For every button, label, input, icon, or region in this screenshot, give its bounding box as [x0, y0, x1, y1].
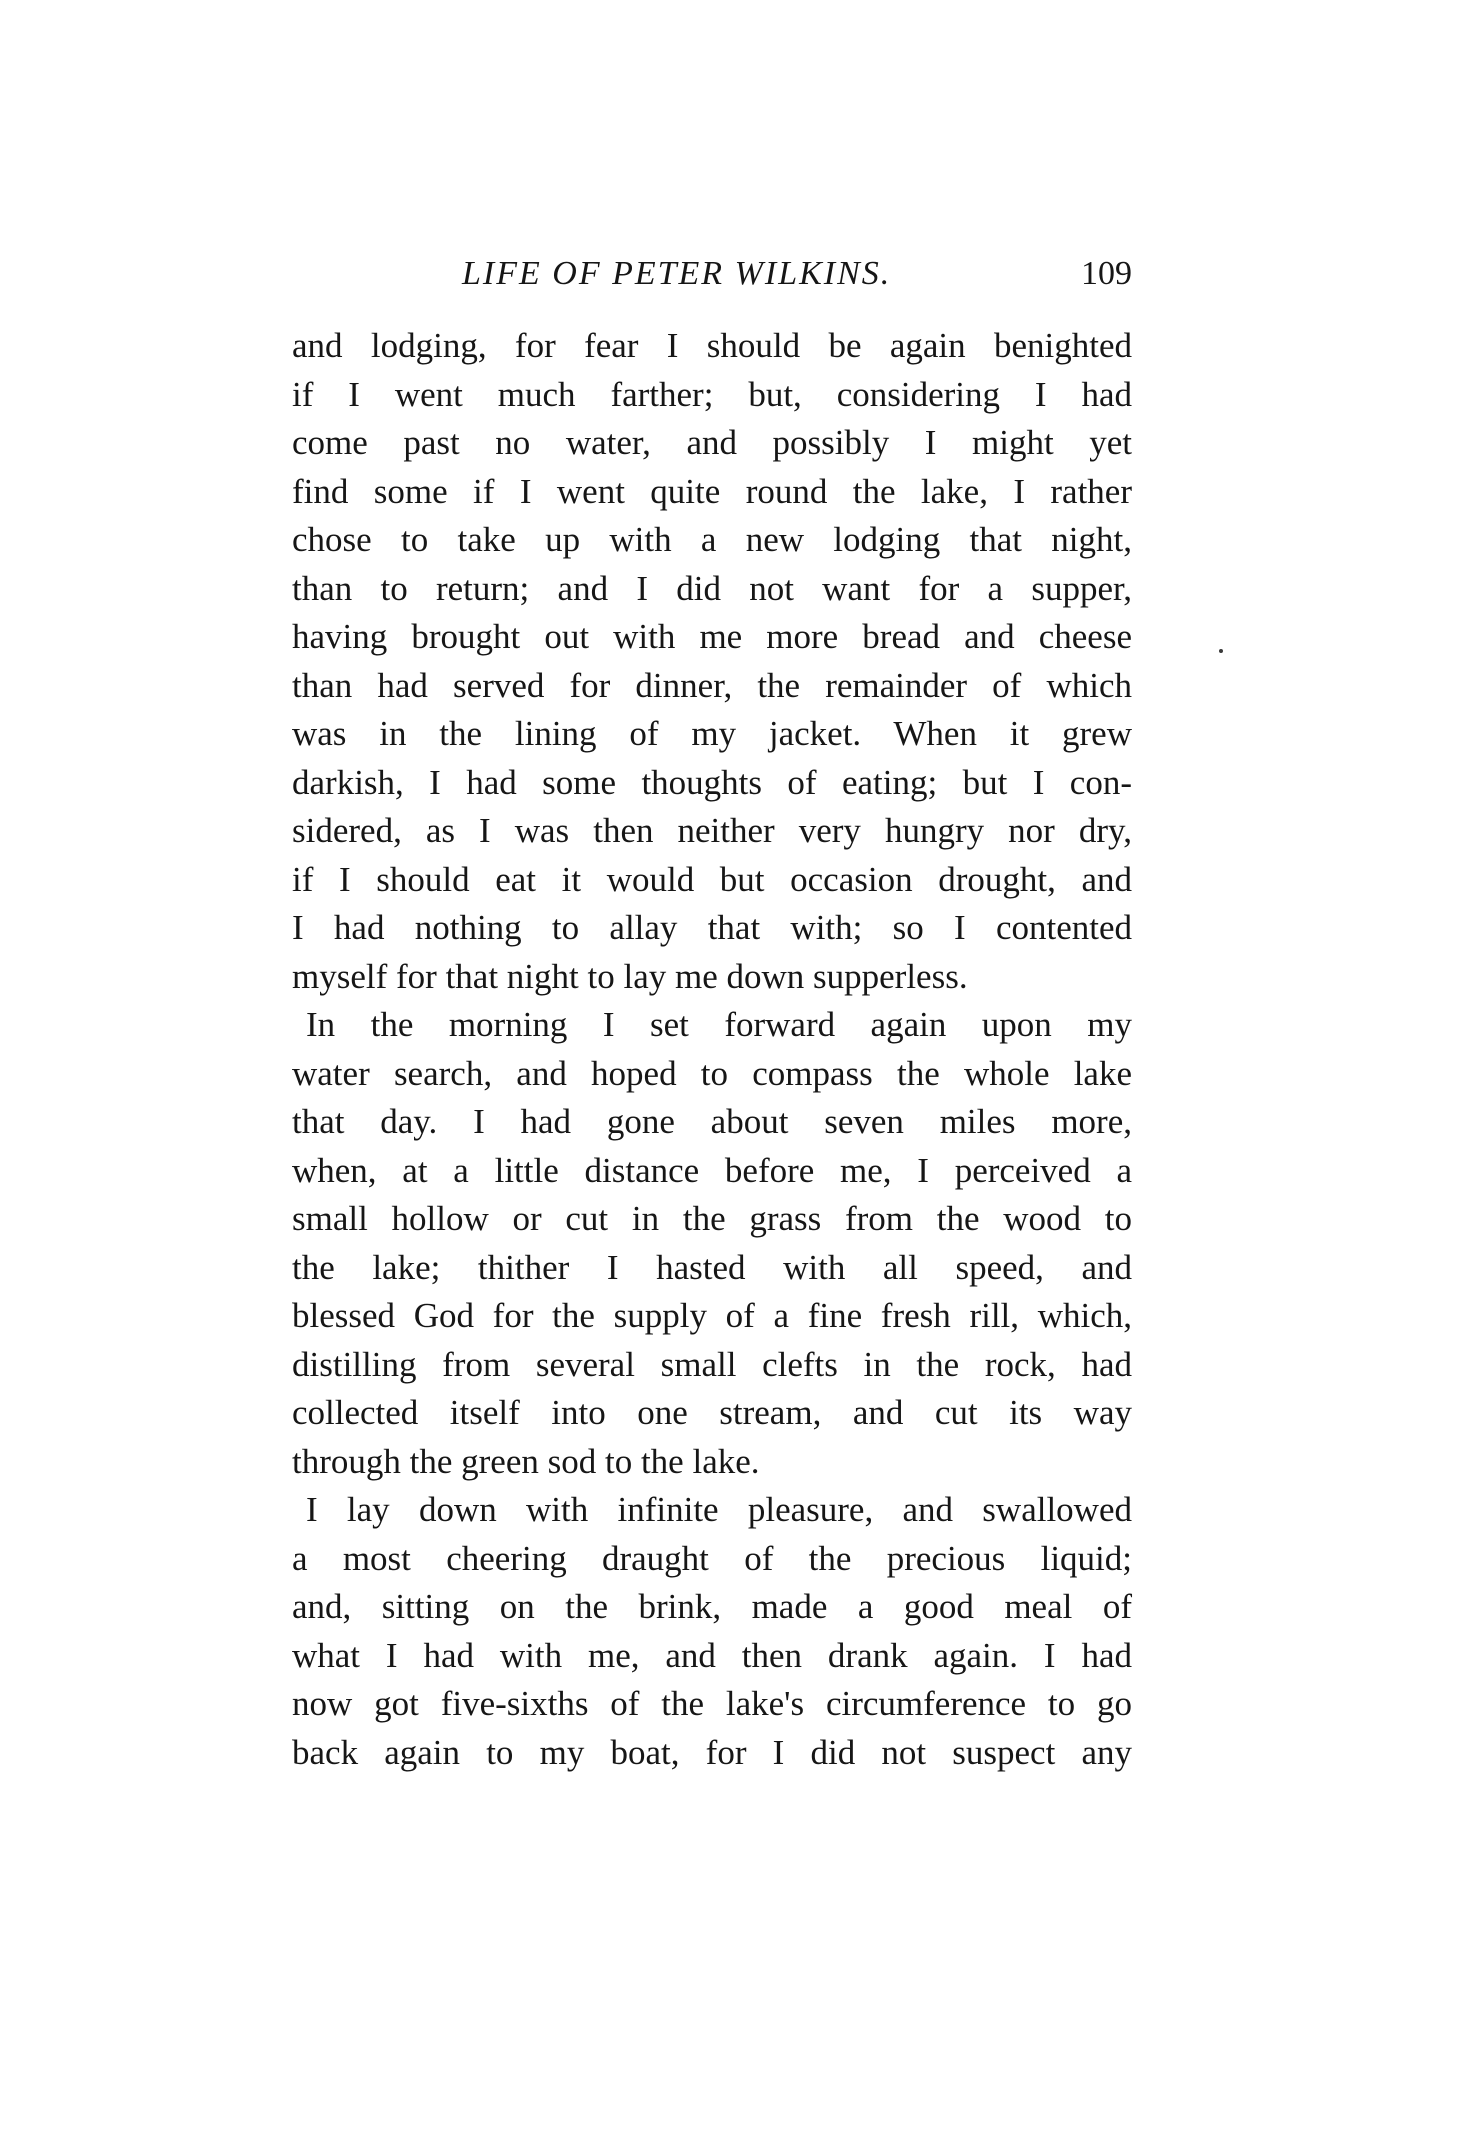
- text-line: I lay down with infinite pleasure, and swallowed: [306, 1490, 1132, 1529]
- text-line: through the green sod to the lake.: [292, 1441, 760, 1481]
- text-line: water search, and hoped to compass the whole lake: [292, 1053, 1132, 1093]
- body-text: [292, 322, 1132, 1777]
- text-line: chose to take up with a new lodging that night,: [292, 520, 1132, 559]
- ink-speck: [1219, 649, 1223, 653]
- text-line: having brought out with me more bread and cheese: [292, 617, 1132, 656]
- page-number: 109: [1081, 255, 1132, 292]
- text-line: what I had with me, and then drank again. I had: [292, 1635, 1132, 1675]
- text-line: I had nothing to allay that with; so I contented: [292, 908, 1132, 947]
- text-line: that day. I had gone about seven miles more,: [292, 1102, 1132, 1141]
- text-line: blessed God for the supply of a fine fresh rill, which,: [292, 1296, 1132, 1335]
- text-line: darkish, I had some thoughts of eating; but I con-: [292, 762, 1132, 802]
- text-line: a most cheering draught of the precious liquid;: [292, 1538, 1132, 1578]
- text-line: was in the lining of my jacket. When it grew: [292, 714, 1132, 753]
- text-line: if I went much farther; but, considering I had: [292, 374, 1132, 414]
- text-line: In the morning I set forward again upon my: [306, 1005, 1132, 1044]
- text-line: the lake; thither I hasted with all speed, and: [292, 1247, 1132, 1287]
- text-line: sidered, as I was then neither very hungry nor dry,: [292, 811, 1132, 850]
- running-head: [292, 254, 1132, 314]
- text-line: and, sitting on the brink, made a good meal of: [292, 1587, 1132, 1626]
- text-line: find some if I went quite round the lake, I rather: [292, 471, 1132, 511]
- text-line: small hollow or cut in the grass from the wood to: [292, 1199, 1132, 1238]
- text-line: if I should eat it would but occasion drought, and: [292, 859, 1132, 899]
- text-line: now got five-sixths of the lake's circumference to go: [292, 1684, 1132, 1723]
- text-line: than to return; and I did not want for a supper,: [292, 568, 1132, 608]
- text-line: back again to my boat, for I did not suspect any: [292, 1732, 1132, 1772]
- text-line: and lodging, for fear I should be again benighted: [292, 326, 1132, 365]
- text-line: than had served for dinner, the remainder of which: [292, 665, 1132, 705]
- text-line: collected itself into one stream, and cut its way: [292, 1393, 1132, 1432]
- text-line: when, at a little distance before me, I perceived a: [292, 1150, 1132, 1190]
- running-title: LIFE OF PETER WILKINS.: [462, 255, 892, 292]
- text-line: myself for that night to lay me down supperless.: [292, 956, 968, 996]
- text-line: come past no water, and possibly I might yet: [292, 423, 1132, 462]
- text-line: distilling from several small clefts in the rock, had: [292, 1344, 1132, 1384]
